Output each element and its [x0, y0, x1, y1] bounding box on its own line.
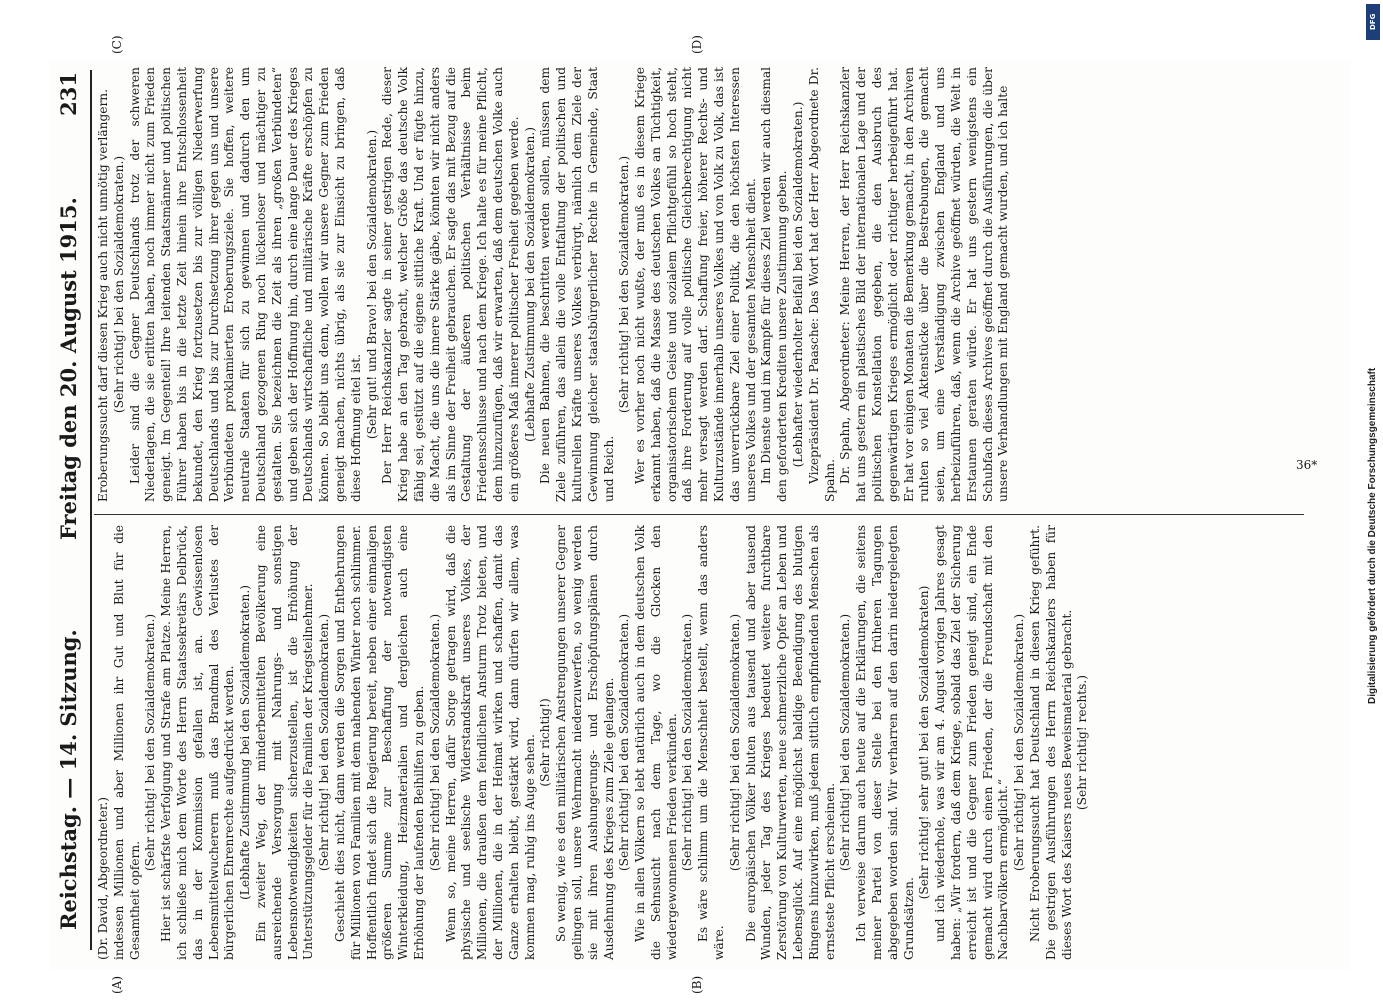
- newspaper-sheet: [50, 35, 1350, 994]
- header-session: Reichstag. — 14. Sitzung.: [56, 629, 81, 930]
- margin-marker-c: (C): [110, 35, 124, 54]
- interjection: (Sehr richtig! bei den Sozialdemokraten.): [680, 613, 695, 872]
- paragraph: Vizepräsident Dr. Paasche: Das Wort hat der Herr Abgeordnete Dr. Spahn.: [806, 67, 837, 502]
- interjection: (Sehr richtig! sehr gut! bei den Sozialdemokraten): [917, 585, 932, 900]
- paragraph: Geschieht dies nicht, dann werden die Sorgen und Entbehrungen für Millionen von Familien mit dem nahenden Winter noch schlimmer. Hoffentlich findet sich die Regierung bereit, neben einer einmaligen größeren Summe zur Beschaffung der notwendigsten Winterkleidung, Heizmaterialien und dergleichen auch eine Erhöhung der laufenden Beihilfen zu geben.: [332, 525, 426, 960]
- paragraph: und ich wiederhole, was wir am 4. August vorigen Jahres gesagt haben: „Wir fordern, daß dem Kriege, sobald das Ziel der Sicherung erreicht ist und die Gegner zum Frieden geneigt sind, ein Ende gemacht wird durch einen Frieden, der die Freundschaft mit den Nachbarvölkern ermöglicht.“: [933, 525, 1011, 960]
- paragraph: Es wäre schlimm um die Menschheit bestellt, wenn das anders wäre.: [696, 525, 727, 960]
- paragraph: Nicht Eroberungssucht hat Deutschland in diesen Krieg geführt. Die gestrigen Ausführungen des Herrn Reichskanzlers haben für dieses Wort des Kaisers neues Beweismaterial gebracht.: [1028, 525, 1074, 960]
- paragraph: Wenn so, meine Herren, dafür Sorge getragen wird, daß die physische und seelische Widerstandskraft unseres Volkes, der Millionen, die draußen dem feindlichen Ansturm Trotz bieten, und der Millionen, die in der Heimat wirken und schaffen, damit das Ganze erhalten bleibt, gestärkt wird, dann dürfen wir allem, was kommen mag, ruhig ins Auge sehen.: [443, 525, 537, 960]
- paragraph: Eroberungssucht darf diesen Krieg auch nicht unnötig verlängern.: [96, 88, 110, 502]
- interjection: (Sehr richtig! bei den Sozialdemokraten.): [111, 155, 126, 414]
- interjection: (Sehr richtig! bei den Sozialdemokraten.): [838, 613, 853, 872]
- interjection: (Sehr richtig! bei den Sozialdemokraten.): [427, 613, 442, 872]
- interjection: (Lebhafte Zustimmung bei den Sozialdemokraten.): [522, 127, 537, 442]
- paragraph: Ich verweise darum auch heute auf die Erklärungen, die seitens meiner Partei von dieser Stelle bei den früheren Tagungen abgegeben worden sind. Wir verharren auf den darin niedergelegten Grundsätzen.: [854, 525, 916, 960]
- paragraph: Hier ist schärfste Verfolgung und Strafe am Platze. Meine Herren, ich schließe mich dem Worte des Herrn Staatssekretärs Delbrück, das in der Kommission gefallen ist, an. Gewissenlosen Lebensmittelwucherern muß das Brandmal des Verlustes der bürgerlichen Ehrenrechte aufgedrückt werden.: [159, 525, 237, 960]
- signature-mark: 36*: [1296, 458, 1318, 472]
- paragraph: Die neuen Bahnen, die beschritten werden sollen, müssen dem Ziele zuführen, das allein die volle Entfaltung der politischen und kulturellen Kräfte unseres Volkes verbürgt, nämlich dem Ziele der Gewinnung gleicher staatsbürgerlicher Rechte in Gemeinde, Staat und Reich.: [538, 67, 616, 502]
- paragraph: Wer es vorher noch nicht wußte, der muß es in diesem Kriege erkannt haben, daß die Masse des deutschen Volkes an Tüchtigkeit, organisatorischem Geiste und sozialem Pflichtgefühl so hoch steht, daß ihre Forderung auf volle politische Gleichberechtigung nicht mehr versagt werden darf. Schaffung freier, höherer Rechts- und Kulturzustände innerhalb unseres Volkes und von Volk zu Volk, das ist das unverrückbare Ziel einer Politik, die den höchsten Interessen unseres Volkes und der gesamten Menschheit dient.: [633, 67, 758, 502]
- paragraph: Ein zweiter Weg, der minderbemittelten Bevölkerung eine ausreichende Versorgung mit Nahrungs- und sonstigen Lebensnotwendigkeiten sicherzustellen, ist die Erhöhung der Unterstützungsgelder für die Familien der Kriegsteilnehmer.: [253, 525, 316, 960]
- interjection: (Sehr richtig! bei den Sozialdemokraten.): [317, 613, 332, 872]
- interjection: (Sehr richtig! rechts.): [1075, 674, 1090, 811]
- interjection: (Sehr richtig! bei den Sozialdemokraten.): [617, 155, 632, 414]
- paragraph: Der Herr Reichskanzler sagte in seiner gestrigen Rede, dieser Krieg habe an den Tag gebracht, welcher Größe das deutsche Volk fähig sei, gestützt auf die eigene sittliche Kraft. Und er fügte hinzu, die Macht, die uns die innere Stärke gäbe, könnten wir nicht anders als im Sinne der Freiheit gebrauchen. Er sagte das mit Bezug auf die Gestaltung der äußeren politischen Verhältnisse beim Friedensschlusse und nach dem Kriege. Ich halte es für meine Pflicht, dem hinzuzufügen, daß wir erwarten, daß dem deutschen Volke auch ein größeres Maß innerer politischer Freiheit gegeben werde.: [380, 67, 521, 502]
- digitization-credit: Digitalisierung gefördert durch die Deutsche Forschungsgemeinschaft: [1367, 367, 1378, 704]
- margin-marker-a: (A): [110, 975, 124, 994]
- interjection: (Sehr richtig! bei den Sozialdemokraten.): [143, 613, 158, 872]
- dfg-logo: DFG: [1366, 4, 1380, 40]
- interjection: (Sehr richtig! bei den Sozialdemokraten.): [727, 613, 742, 872]
- page-number: 231: [56, 72, 81, 116]
- header-rule: [90, 70, 92, 950]
- interjection: (Sehr richtig! bei den Sozialdemokraten.): [1012, 613, 1027, 872]
- paragraph: Leider sind die Gegner Deutschlands trotz der schweren Niederlagen, die sie erlitten haben, noch immer nicht zum Frieden geneigt. Im Gegenteil! Ihre leitenden Staatsmänner und politischen Führer haben bis in die letzte Zeit hinein ihre Entschlossenheit bekundet, den Krieg fortzusetzen bis zur völligen Niederwerfung Deutschlands und bis zur Durchsetzung ihrer gegen uns und unsere Verbündeten proklamierten Eroberungsziele. Sie hoffen, weitere neutrale Staaten für sich zu gewinnen und dadurch den um Deutschland gezogenen Ring noch lückenloser und mächtiger zu gestalten. Sie bezeichnen die Zeit als ihren „großen Verbündeten“ und geben sich der Hoffnung hin, durch eine lange Dauer des Krieges Deutschlands wirtschaftliche und militärische Kräfte erschöpfen zu können. So bleibt uns denn, wollen wir unsere Gegner zum Frieden geneigt machen, nichts übrig, als sie zur Einsicht zu bringen, daß diese Hoffnung eitel ist.: [127, 67, 363, 502]
- interjection: (Sehr gut! und Bravo! bei den Sozialdemokraten.): [364, 129, 379, 440]
- interjection: (Lebhafter wiederholter Beifall bei den Sozialdemokraten.): [791, 101, 806, 468]
- paragraph: Im Dienste und im Kampfe für dieses Ziel werden wir auch diesmal den geforderten Krediten unsere Zustimmung geben.: [759, 67, 790, 502]
- interjection: (Sehr richtig! bei den Sozialdemokraten.): [617, 613, 632, 872]
- interjection: (Lebhafte Zustimmung bei den Sozialdemokraten.): [238, 585, 253, 900]
- interjection: (Sehr richtig!): [538, 698, 553, 787]
- column-rule: [94, 514, 1304, 515]
- left-column: [96, 525, 1091, 960]
- paragraph: So wenig, wie es den militärischen Anstrengungen unserer Gegner gelingen soll, unsere Wehrmacht niederzuwerfen, so wenig werden sie mit ihren Aushungerungs- und Erschöpfungsplänen durch Ausdehnung des Krieges zum Ziele gelangen.: [554, 525, 616, 960]
- margin-marker-b: (B): [690, 975, 704, 994]
- margin-marker-d: (D): [690, 35, 704, 54]
- paragraph: Dr. Spahn, Abgeordneter: Meine Herren, der Herr Reichskanzler hat uns gestern ein plastisches Bild der internationalen Lage und der politischen Konstellation gegeben, die den Ausbruch des gegenwärtigen Krieges ermöglicht oder richtiger herbeigeführt hat. Er hat vor einigen Monaten die Bemerkung gemacht, in den Archiven ruhten so viel Aktenstücke über die Bestrebungen, die gemacht seien, um eine Verständigung zwischen England und uns herbeizuführen, daß, wenn die Archive geöffnet würden, die Welt in Erstaunen geraten würde. Er hat uns gestern wenigstens ein Schubfach dieses Archives geöffnet durch die Ausführungen, die über unsere Verhandlungen mit England gemacht wurden, und ich halte: [838, 67, 1011, 502]
- paragraph: Die europäischen Völker bluten aus tausend und aber tausend Wunden, jeder Tag des Krieges bedeutet weitere furchtbare Zerstörung von Kulturwerten, neue schmerzliche Opfer an Leben und Lebensglück. Auf eine möglichst baldige Beendigung des blutigen Ringens hinzuwirken, muß jedem sittlich empfindenden Menschen als ernsteste Pflicht erscheinen.: [743, 525, 837, 960]
- paragraph: (Dr. David, Abgeordneter.): [96, 797, 110, 960]
- right-column: [96, 67, 1012, 502]
- paragraph: indessen Millionen und aber Millionen ihr Gut und Blut für die Gesamtheit opfern.: [111, 525, 142, 960]
- page-header: [50, 60, 88, 970]
- paragraph: Wie in allen Völkern so lebt natürlich auch in dem deutschen Volk die Sehnsucht nach dem Tage, wo die Glocken den wiedergewonnenen Frieden verkünden.: [633, 525, 679, 960]
- header-date: Freitag den 20. August 1915.: [56, 197, 81, 540]
